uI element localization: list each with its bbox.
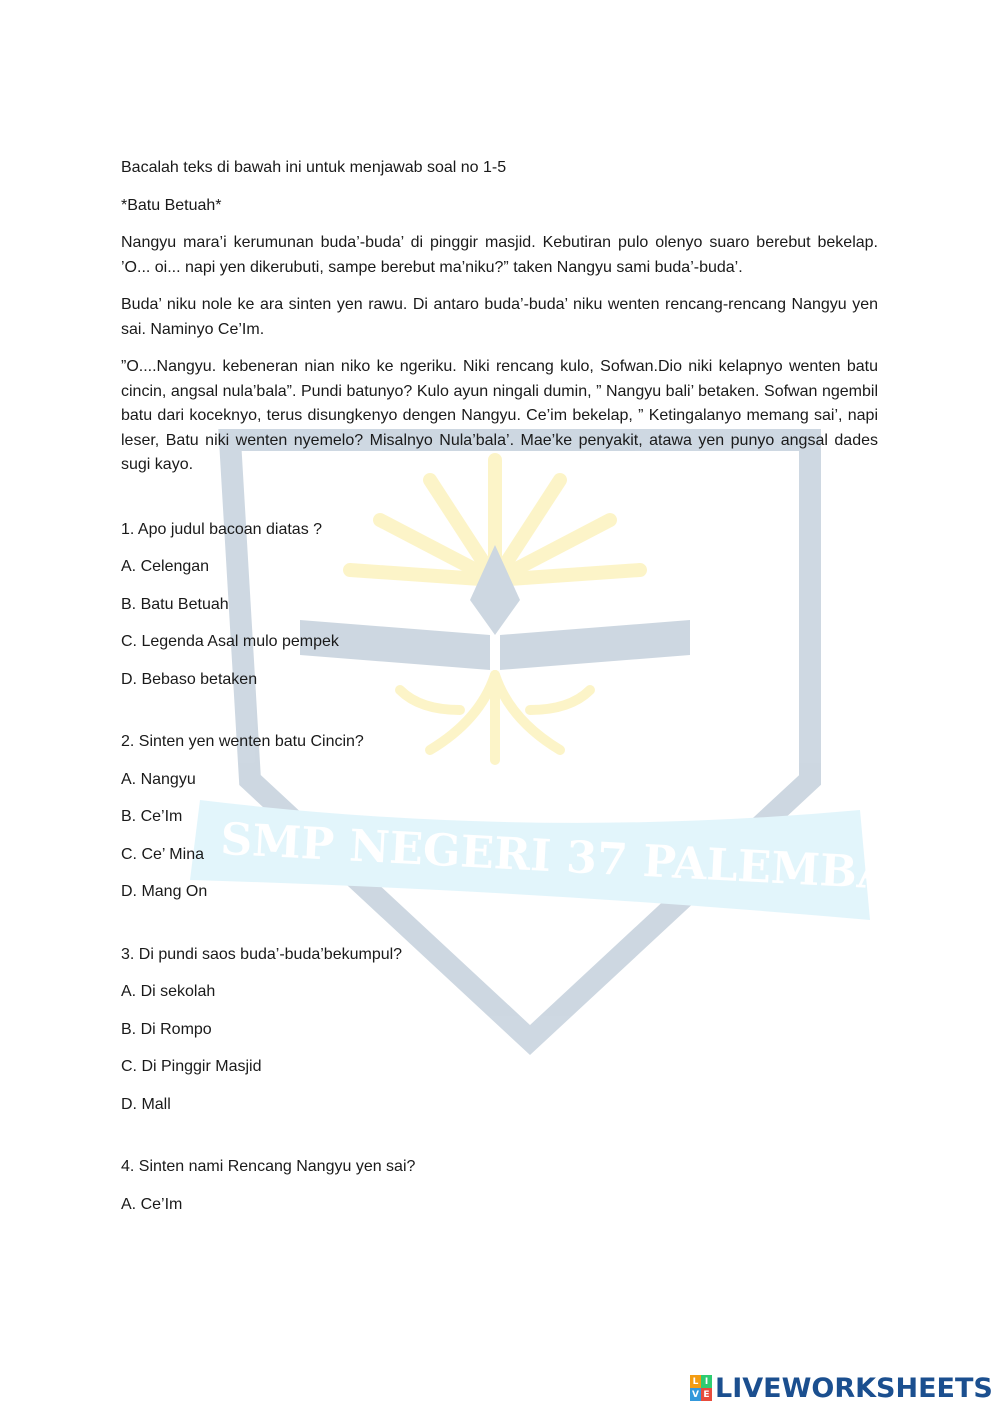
answer-option[interactable]: A. Di sekolah [121, 983, 216, 1000]
instruction-text: Bacalah teks di bawah ini untuk menjawab soal no 1-5 [121, 159, 507, 176]
answer-option[interactable]: A. Celengan [121, 558, 210, 575]
answer-option[interactable]: B. Ce’Im [121, 808, 183, 825]
answer-option[interactable]: A. Nangyu [121, 770, 196, 788]
answer-option[interactable]: A. Ce’Im [121, 1195, 183, 1213]
question-1: 1. Apo judul bacoan diatas ? [121, 520, 323, 538]
worksheet-content [121, 156, 878, 1230]
answer-option[interactable]: D. Mang On [121, 883, 208, 900]
answer-option[interactable]: D. Mall [121, 1095, 171, 1113]
story-title: *Batu Betuah* [121, 196, 222, 214]
story-paragraph: ”O....Nangyu. kebeneran nian niko ke ngeriku. Niki rencang kulo, Sofwan.Dio niki kelapnyo wenten batu cincin, angsal nula’bala”. Pundi batunyo? Kulo ayun ningali dumin, ” Nangyu bali’ betaken. Sofwan ngembil batu dari koceknyo, terus disungkenyo dengen Nangyu. Ce’im bekelap, ” Ketingalanyo memang sai’, napi leser, Batu niki wenten nyemelo? Misalnyo Nula’bala’. Mae’ke penyakit, atawa yen punyo angsal dades sugi kayo. [121, 358, 878, 473]
question-4: 4. Sinten nami Rencang Nangyu yen sai? [121, 1158, 416, 1175]
answer-option[interactable]: D. Bebaso betaken [121, 670, 258, 688]
answer-option[interactable]: C. Ce’ Mina [121, 845, 204, 863]
answer-option[interactable]: C. Legenda Asal mulo pempek [121, 633, 339, 650]
answer-option[interactable]: B. Batu Betuah [121, 595, 229, 613]
answer-option[interactable]: C. Di Pinggir Masjid [121, 1058, 262, 1075]
answer-option[interactable]: B. Di Rompo [121, 1020, 212, 1038]
liveworksheets-logo[interactable] [690, 1372, 993, 1404]
liveworksheets-badge-icon: L I V E [690, 1375, 712, 1401]
story-paragraph: Nangyu mara’i kerumunan buda’-buda’ di pinggir masjid. Kebutiran pulo olenyo suaro berebut bekelap. ’O... oi... napi yen dikerubuti, sampe berebut ma’niku?” taken Nangyu sami buda’-buda’. [121, 234, 878, 276]
story-paragraph: Buda’ niku nole ke ara sinten yen rawu. Di antaro buda’-buda’ niku wenten rencang-rencang Nangyu yen sai. Naminyo Ce’Im. [121, 296, 878, 338]
question-2: 2. Sinten yen wenten batu Cincin? [121, 733, 364, 750]
watermark-school-name: SMP NEGERI 37 PALEMBANG [219, 813, 971, 904]
liveworksheets-brand-text: LIVEWORKSHEETS [715, 1372, 993, 1404]
question-3: 3. Di pundi saos buda’-buda’bekumpul? [121, 945, 403, 963]
